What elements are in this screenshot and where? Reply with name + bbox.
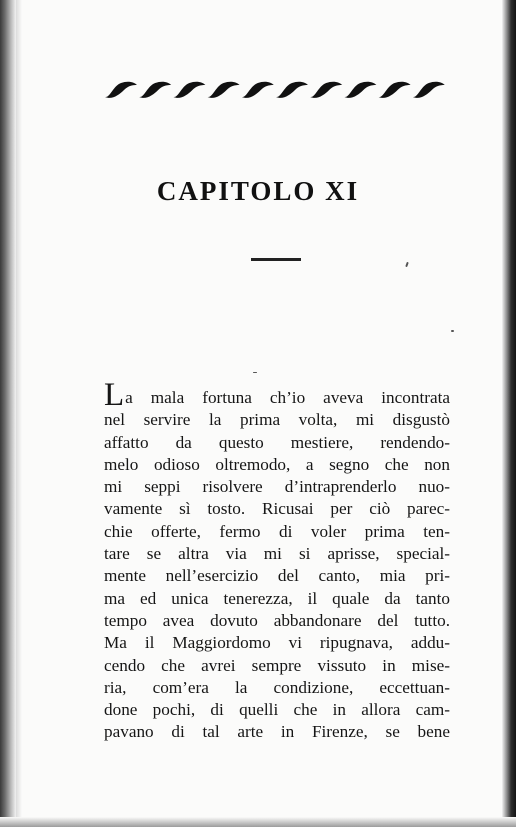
text-line: tempo avea dovuto abbandonare del tutto. [104,610,450,630]
wave-segment [173,82,205,98]
text-line: melo odioso oltremodo, a segno che non [104,454,450,474]
text-line: ria, com’era la condizione, eccettuan- [104,677,450,697]
ink-speck [405,262,409,267]
first-line-text: a mala fortuna ch’io aveva incontrata [125,388,450,407]
chapter-title: CAPITOLO XI [156,176,360,206]
wave-segment [139,82,171,98]
text-line: ma ed unica tenerezza, il quale da tanto [104,588,450,608]
text-line: chie offerte, fermo di voler prima ten- [104,521,450,541]
ink-speck [451,330,454,332]
binding-shadow-left [0,0,16,827]
text-line [104,377,450,413]
wave-segment [413,82,445,98]
text-line: Ma il Maggiordomo vi ripugnava, addu- [104,633,450,653]
text-line: mente nell’esercizio del canto, mia pri- [104,566,450,586]
wave-segment [105,82,137,98]
binding-gutter-left [16,0,22,827]
text-line: cendo che avrei sempre vissuto in mise- [104,655,450,675]
wave-segment [379,82,411,98]
page-edge-shadow-right [502,0,516,827]
wave-segment [208,82,240,98]
text-line: pavano di tal arte in Firenze, se bene [104,722,450,742]
drop-initial: L [104,377,125,413]
wave-segment [242,82,274,98]
wave-ornament-band [104,76,446,104]
text-line: vamente sì tosto. Ricusai per ciò parec- [104,499,450,519]
wave-segment [276,82,308,98]
page-edge-shadow-bottom [0,817,516,827]
title-rule [251,258,301,261]
chapter-body-text [104,377,450,744]
wave-segment [310,82,342,98]
text-line: done pochi, di quelli che in allora cam- [104,700,450,720]
text-line: mi seppi risolvere d’intraprenderlo nuo- [104,477,450,497]
text-line: nel servire la prima volta, mi disgustò [104,410,450,430]
wave-segment [344,82,376,98]
ink-speck [253,372,257,373]
text-line: affatto da questo mestiere, rendendo- [104,432,450,452]
text-line: tare se altra via mi si aprisse, special- [104,544,450,564]
